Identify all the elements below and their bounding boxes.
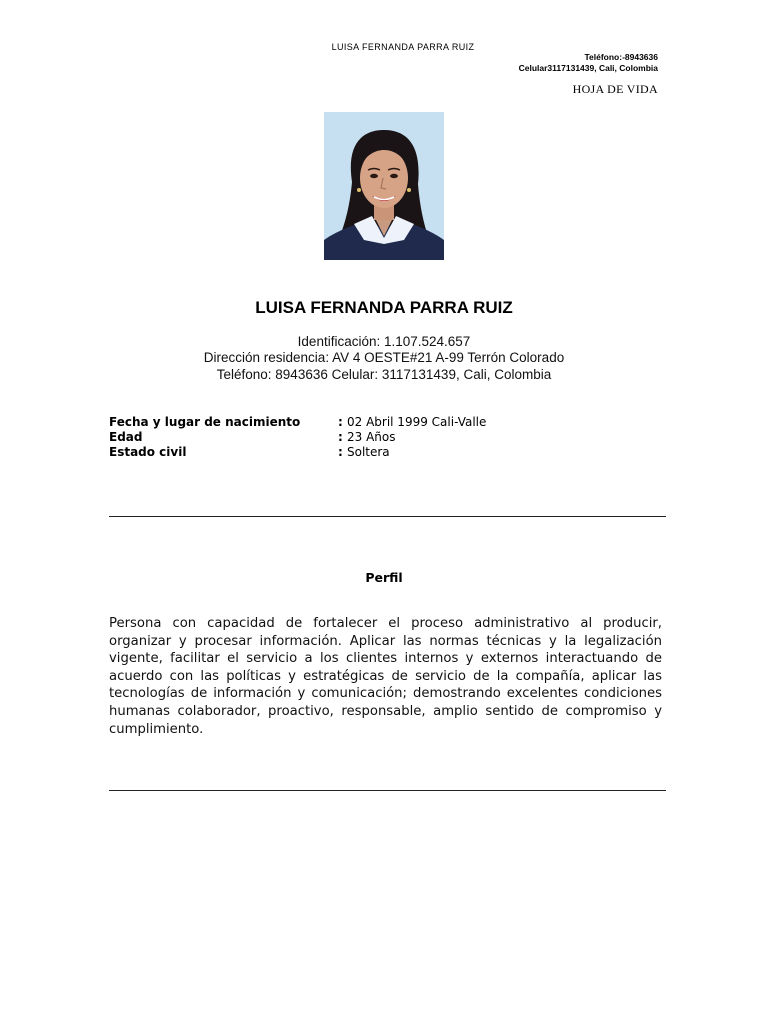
header-name: LUISA FERNANDA PARRA RUIZ — [331, 42, 475, 52]
personal-row-civil-status: Estado civil : Soltera — [109, 445, 390, 459]
personal-label: Edad — [109, 430, 143, 444]
profile-heading: Perfil — [365, 570, 403, 585]
personal-label: Fecha y lugar de nacimiento — [109, 415, 301, 429]
profile-paragraph: Persona con capacidad de fortalecer el proceso administrativo al producir, organizar y procesar información. Aplicar las normas técnicas y la legalización vigente, facilitar el servicio a los clientes internos y externos interactuando de acuerdo con las políticas y estratégicas de servicio de la compañía, aplicar las tecnologías de información y comunicación; demostrando excelentes condiciones humanas colaborador, proactivo, responsable, amplio sentido de compromiso y cumplimiento. — [109, 616, 662, 737]
personal-row-birth: Fecha y lugar de nacimiento : 02 Abril 1999 Cali-Valle — [109, 415, 487, 429]
document-title: HOJA DE VIDA — [572, 82, 658, 96]
personal-label: Estado civil — [109, 445, 187, 459]
identification-line: Identificación: 1.107.524.657 — [297, 334, 471, 349]
section-divider — [109, 790, 666, 791]
personal-row-age: Edad : 23 Años — [109, 430, 396, 444]
personal-value: Soltera — [346, 445, 390, 459]
personal-value: 23 Años — [346, 430, 396, 444]
personal-value: 02 Abril 1999 Cali-Valle — [346, 415, 487, 429]
applicant-name: LUISA FERNANDA PARRA RUIZ — [255, 298, 513, 317]
portrait-photo — [324, 112, 444, 260]
header-cell-location: Celular3117131439, Cali, Colombia — [518, 63, 658, 73]
contact-line: Teléfono: 8943636 Celular: 3117131439, Cali, Colombia — [216, 367, 552, 382]
personal-data-block — [109, 415, 486, 460]
section-divider — [109, 516, 666, 517]
header-phone: Teléfono:-8943636 — [584, 52, 658, 62]
address-line: Dirección residencia: AV 4 OESTE#21 A-99 Terrón Colorado — [203, 350, 565, 365]
